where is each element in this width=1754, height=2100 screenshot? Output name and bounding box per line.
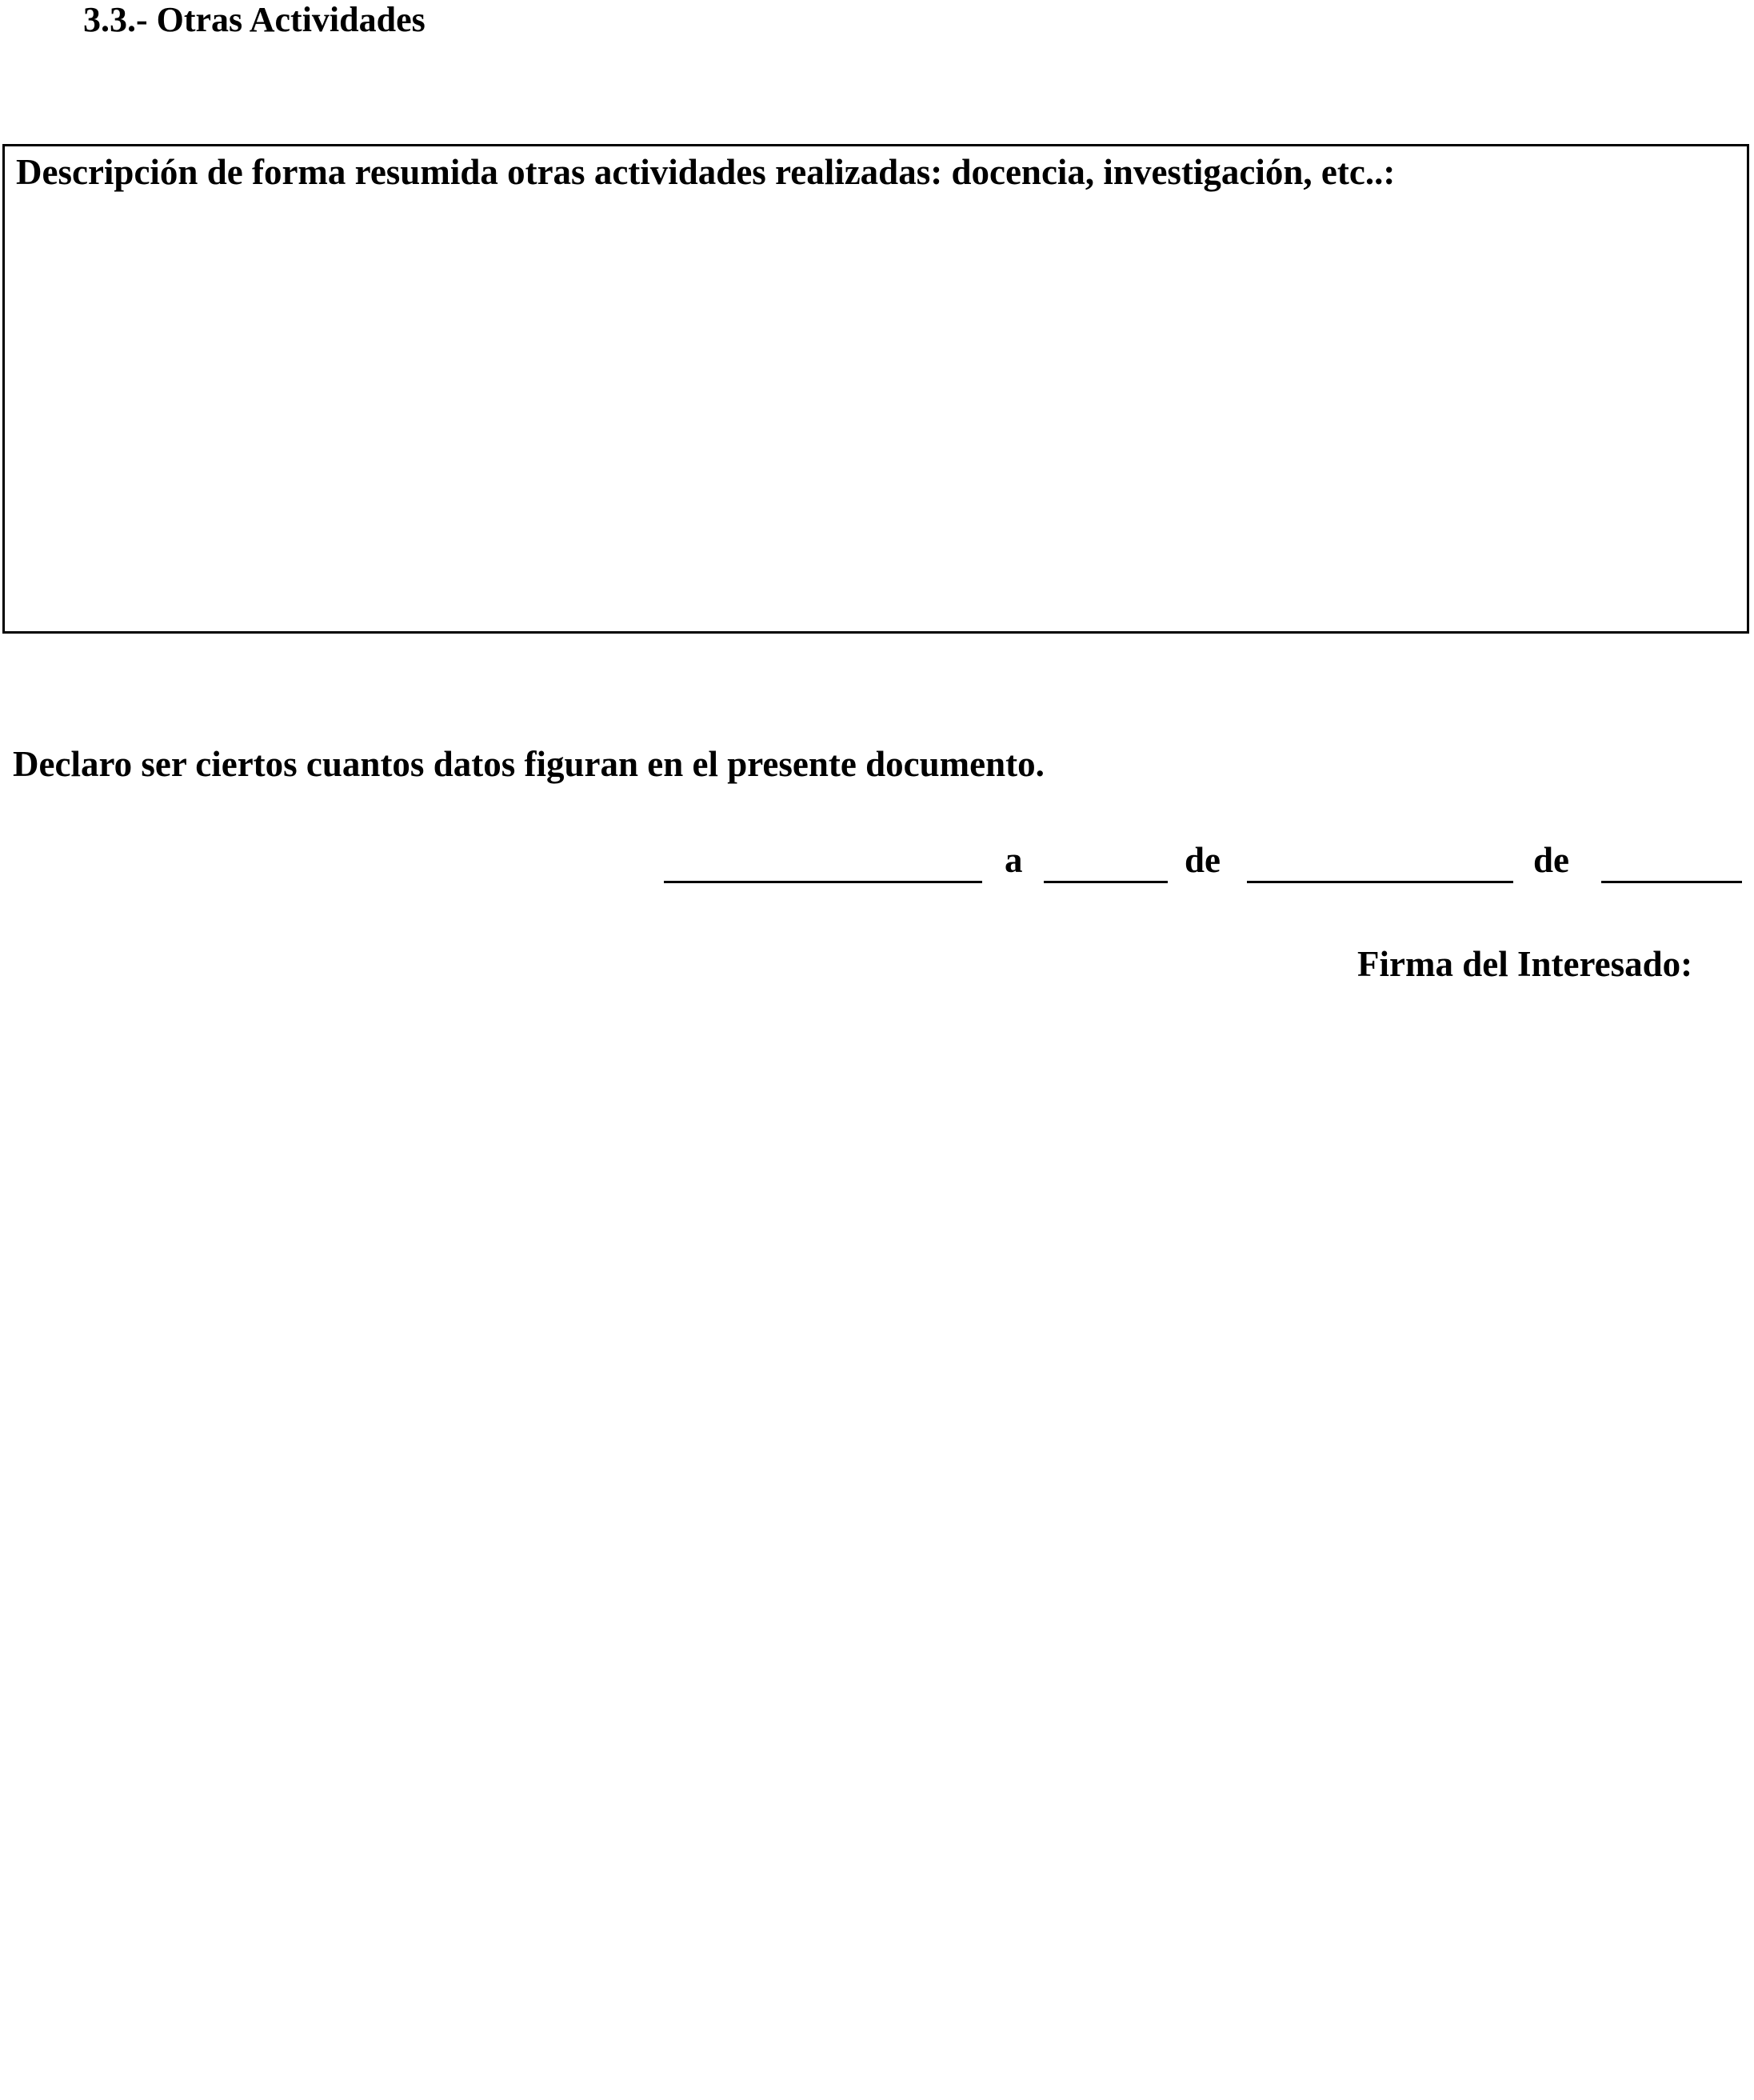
section-heading: 3.3.- Otras Actividades — [83, 0, 426, 39]
place-blank[interactable] — [664, 881, 982, 883]
date-connector-de-2: de — [1533, 840, 1569, 880]
year-blank[interactable] — [1601, 881, 1742, 883]
month-blank[interactable] — [1247, 881, 1513, 883]
date-connector-de-1: de — [1185, 840, 1221, 880]
date-connector-a: a — [1005, 840, 1023, 880]
activities-description-box[interactable] — [2, 144, 1749, 634]
date-line — [0, 836, 1754, 892]
declaration-text: Declaro ser ciertos cuantos datos figuran en el presente documento. — [13, 744, 1045, 784]
signature-label: Firma del Interesado: — [1357, 944, 1693, 984]
day-blank[interactable] — [1044, 881, 1168, 883]
activities-description-label: Descripción de forma resumida otras actividades realizadas: docencia, investigación, etc..: — [16, 152, 1396, 192]
